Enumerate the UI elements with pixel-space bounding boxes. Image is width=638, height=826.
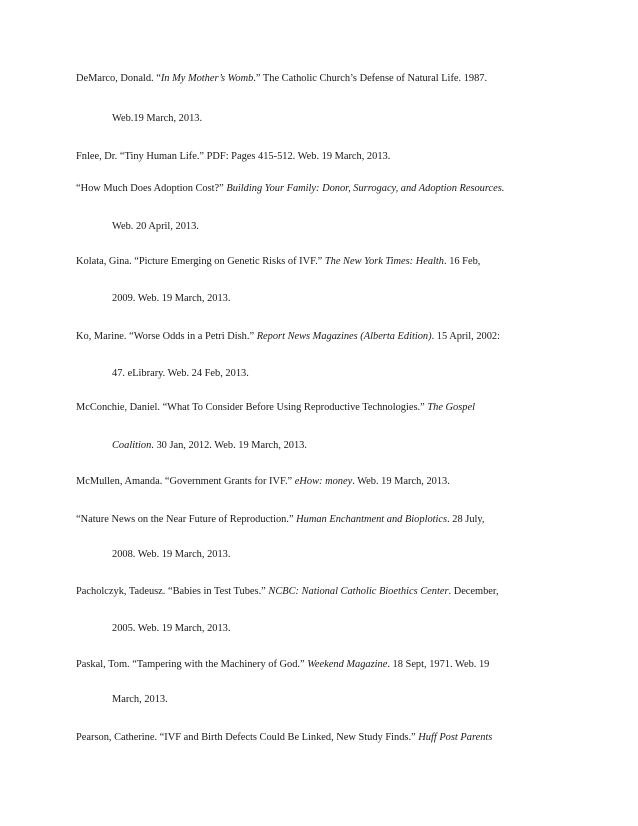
citation-text: Paskal, Tom. “Tampering with the Machinery of God.” xyxy=(76,659,308,670)
citation-line xyxy=(112,440,307,452)
citation-line xyxy=(76,331,500,343)
citation-line xyxy=(76,732,492,744)
citation-line xyxy=(112,549,230,561)
citation-text: 2009. Web. 19 March, 2013. xyxy=(112,293,231,304)
citation-text: Pearson, Catherine. “IVF and Birth Defects Could Be Linked, New Study Finds.” xyxy=(76,732,419,743)
citation-text: DeMarco, Donald. “ xyxy=(76,73,161,84)
citation-text: Fnlee, Dr. “Tiny Human Life.” PDF: Pages 415-512. Web. 19 March, 2013. xyxy=(76,151,391,162)
citation-text: Kolata, Gina. “Picture Emerging on Genetic Risks of IVF.” xyxy=(76,256,325,267)
citation-line xyxy=(112,694,168,706)
citation-line xyxy=(76,659,489,671)
citation-text: . 30 Jan, 2012. Web. 19 March, 2013. xyxy=(151,440,307,451)
citation-text: McConchie, Daniel. “What To Consider Before Using Reproductive Technologies.” xyxy=(76,402,428,413)
citation-line xyxy=(112,293,230,305)
citation-title: Report News Magazines (Alberta Edition) xyxy=(256,331,432,342)
citation-text: . Web. 19 March, 2013. xyxy=(352,476,450,487)
citation-text: . 15 April, 2002: xyxy=(431,331,500,342)
citation-line xyxy=(112,623,230,635)
citation-text: 2005. Web. 19 March, 2013. xyxy=(112,623,231,634)
citation-line xyxy=(112,113,202,125)
citation-line xyxy=(76,514,485,526)
citation-text: . 16 Feb, xyxy=(444,256,481,267)
citation-title: Huff Post Parents xyxy=(418,732,493,743)
citation-text: Web. 20 April, 2013. xyxy=(112,221,199,232)
citation-line xyxy=(76,586,499,598)
citation-line xyxy=(76,151,390,163)
citation-title: In My Mother’s Womb xyxy=(160,73,254,84)
citation-line xyxy=(76,183,504,195)
citation-text: “How Much Does Adoption Cost?” xyxy=(76,183,227,194)
citation-title: eHow: money xyxy=(294,476,353,487)
citation-title: The New York Times: Health xyxy=(324,256,444,267)
citation-text: Ko, Marine. “Worse Odds in a Petri Dish.” xyxy=(76,331,257,342)
citation-text: 47. eLibrary. Web. 24 Feb, 2013. xyxy=(112,368,249,379)
citation-line xyxy=(112,368,249,380)
citation-title: Human Enchantment and Bioplotics xyxy=(296,514,448,525)
citation-title: Coalition xyxy=(112,440,152,451)
citation-text: . December, xyxy=(448,586,499,597)
citation-line xyxy=(76,402,475,414)
citation-text: Pacholczyk, Tadeusz. “Babies in Test Tubes.” xyxy=(76,586,269,597)
citation-title: The Gospel xyxy=(427,402,475,413)
citation-text: “Nature News on the Near Future of Reproduction.” xyxy=(76,514,297,525)
citation-text: . 28 July, xyxy=(447,514,485,525)
citation-text: March, 2013. xyxy=(112,694,168,705)
citation-text: . 18 Sept, 1971. Web. 19 xyxy=(387,659,490,670)
citation-line xyxy=(76,73,487,85)
citation-title: Building Your Family: Donor, Surrogacy, and Adoption Resources. xyxy=(226,183,505,194)
citation-title: NCBC: National Catholic Bioethics Center xyxy=(268,586,449,597)
citation-title: Weekend Magazine xyxy=(307,659,388,670)
citation-line xyxy=(112,221,199,233)
citation-text: .” The Catholic Church’s Defense of Natural Life. 1987. xyxy=(253,73,488,84)
citation-line xyxy=(76,476,450,488)
citation-line xyxy=(76,256,480,268)
citation-text: McMullen, Amanda. “Government Grants for IVF.” xyxy=(76,476,295,487)
citation-text: 2008. Web. 19 March, 2013. xyxy=(112,549,231,560)
citation-text: Web.19 March, 2013. xyxy=(112,113,203,124)
